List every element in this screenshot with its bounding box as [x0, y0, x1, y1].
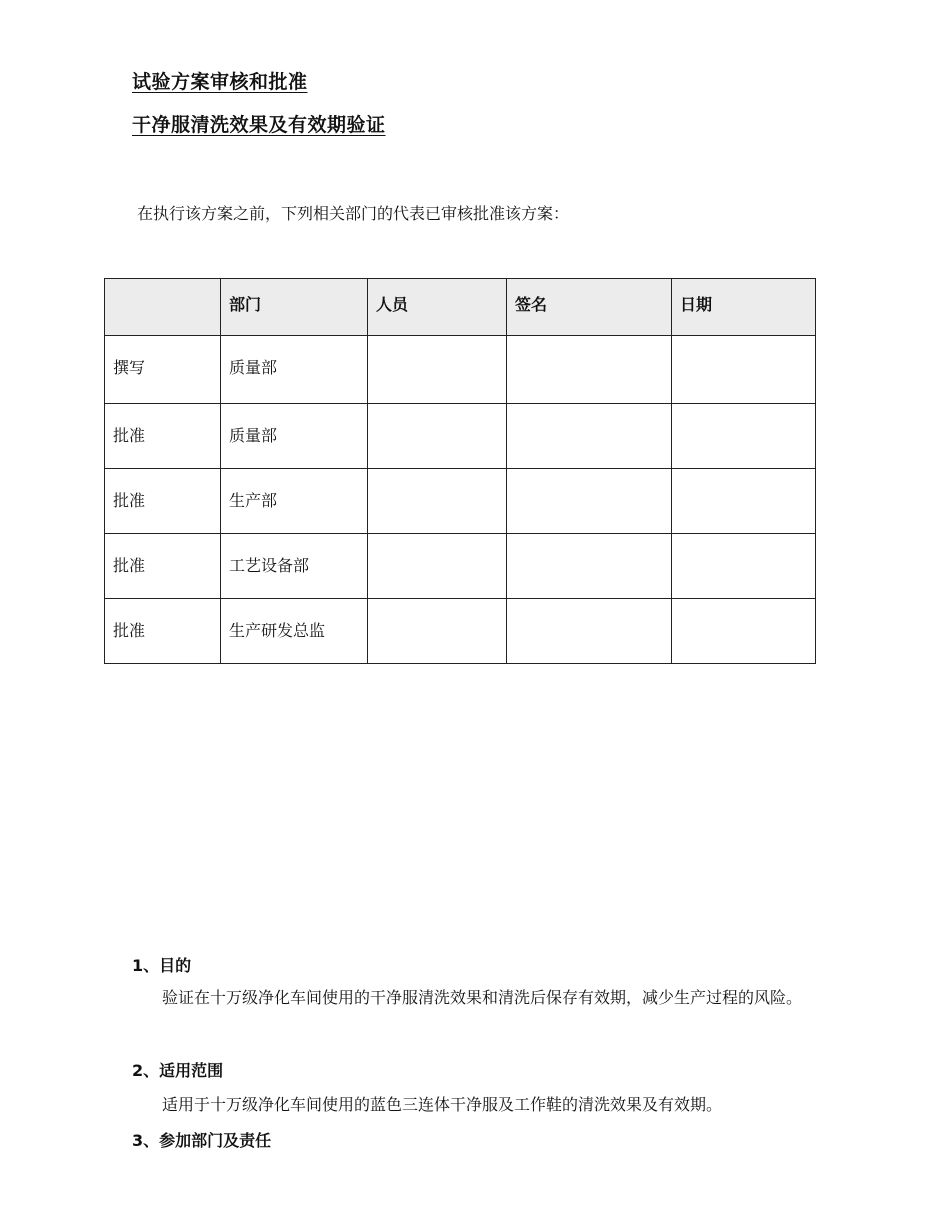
intro-text: 在执行该方案之前，下列相关部门的代表已审核批准该方案：: [137, 204, 570, 223]
date-cell[interactable]: [672, 534, 816, 599]
header-cell-signature: 签名: [507, 279, 672, 336]
section-heading-departments: 3、参加部门及责任: [132, 1131, 272, 1150]
signature-cell[interactable]: [507, 404, 672, 469]
header-cell-department: 部门: [221, 279, 368, 336]
department-cell: 质量部: [221, 336, 368, 404]
table-row: [105, 336, 816, 404]
person-cell[interactable]: [368, 534, 507, 599]
table-row: [105, 404, 816, 469]
date-cell[interactable]: [672, 336, 816, 404]
header-cell-person: 人员: [368, 279, 507, 336]
role-cell: 撰写: [105, 336, 221, 404]
signature-cell[interactable]: [507, 469, 672, 534]
section-heading-scope: 2、适用范围: [132, 1061, 224, 1080]
signature-cell[interactable]: [507, 336, 672, 404]
approval-table: [104, 278, 816, 664]
header-cell-date: 日期: [672, 279, 816, 336]
role-cell: 批准: [105, 534, 221, 599]
date-cell[interactable]: [672, 599, 816, 664]
date-cell[interactable]: [672, 404, 816, 469]
role-cell: 批准: [105, 469, 221, 534]
person-cell[interactable]: [368, 336, 507, 404]
role-cell: 批准: [105, 599, 221, 664]
document-title: 试验方案审核和批准: [132, 71, 308, 93]
person-cell[interactable]: [368, 469, 507, 534]
table-row: [105, 599, 816, 664]
person-cell[interactable]: [368, 599, 507, 664]
date-cell[interactable]: [672, 469, 816, 534]
table-row: [105, 469, 816, 534]
section-heading-purpose: 1、目的: [132, 956, 192, 975]
table-row: [105, 534, 816, 599]
signature-cell[interactable]: [507, 534, 672, 599]
section-text-scope: 适用于十万级净化车间使用的蓝色三连体干净服及工作鞋的清洗效果及有效期。: [162, 1095, 723, 1114]
department-cell: 工艺设备部: [221, 534, 368, 599]
role-cell: 批准: [105, 404, 221, 469]
person-cell[interactable]: [368, 404, 507, 469]
department-cell: 生产研发总监: [221, 599, 368, 664]
signature-cell[interactable]: [507, 599, 672, 664]
section-text-purpose: 验证在十万级净化车间使用的干净服清洗效果和清洗后保存有效期，减少生产过程的风险。: [162, 988, 803, 1007]
header-cell-role: [105, 279, 221, 336]
document-subtitle: 干净服清洗效果及有效期验证: [132, 114, 386, 136]
table-header-row: [105, 279, 816, 336]
department-cell: 质量部: [221, 404, 368, 469]
department-cell: 生产部: [221, 469, 368, 534]
